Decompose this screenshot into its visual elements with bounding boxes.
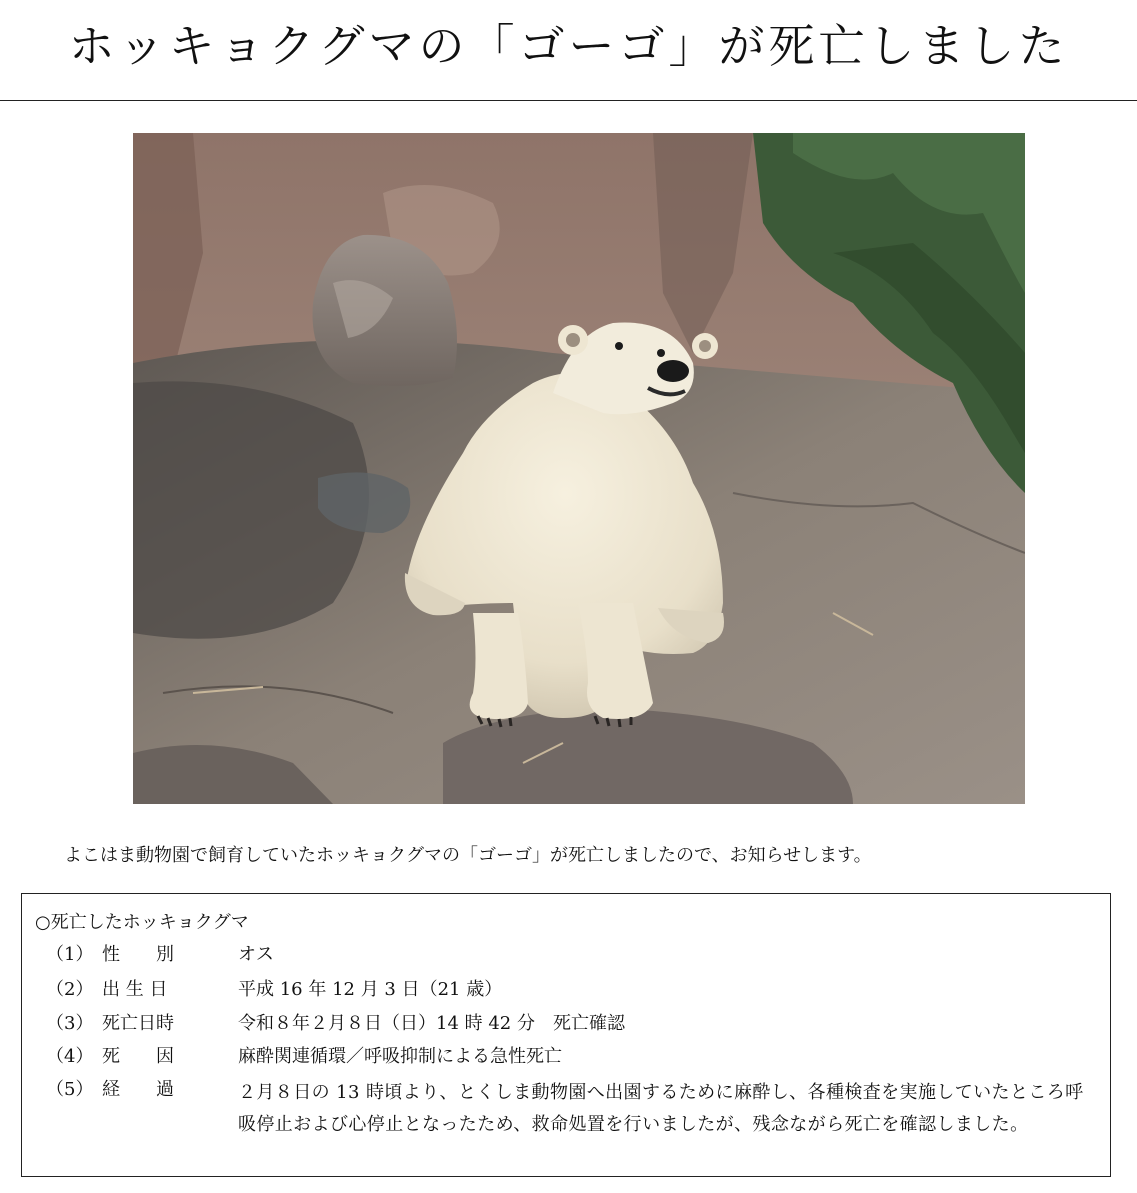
row-number: （4）: [46, 1046, 94, 1067]
row-number: （1）: [46, 944, 94, 965]
page-title: ホッキョクグマの「ゴーゴ」が死亡しました: [68, 19, 1069, 73]
info-row-sex: [46, 942, 274, 968]
intro-text: よこはま動物園で飼育していたホッキョクグマの「ゴーゴ」が死亡しましたので、お知らせします。: [64, 845, 872, 866]
info-box: [21, 893, 1111, 1177]
polar-bear-photo: [133, 133, 1025, 804]
info-row-birthdate: [46, 977, 502, 1003]
info-row-progress: [46, 1077, 238, 1103]
row-number: （2）: [46, 979, 94, 1000]
row-value: 令和８年２月８日（日）14 時 42 分 死亡確認: [238, 1013, 625, 1034]
row-label: 死 因: [102, 1046, 174, 1067]
row-value: 麻酔関連循環／呼吸抑制による急性死亡: [238, 1046, 562, 1067]
row-label: 死亡日時: [102, 1013, 174, 1034]
row-label: 性 別: [102, 944, 174, 965]
info-row-cause: [46, 1044, 562, 1070]
row-value-progress: ２月８日の 13 時頃より、とくしま動物園へ出園するために麻酔し、各種検査を実施していたところ呼吸停止および心停止となったため、救命処置を行いましたが、残念ながら死亡を確認しました。: [238, 1082, 1084, 1135]
row-value: 平成 16 年 12 月 3 日（21 歳）: [238, 979, 503, 1000]
title-divider: [0, 100, 1137, 101]
row-number: （3）: [46, 1013, 94, 1034]
row-number: （5）: [46, 1079, 94, 1100]
row-label: 経 過: [102, 1079, 174, 1100]
row-label: 出 生 日: [102, 979, 168, 1000]
info-heading: ○死亡したホッキョクグマ: [35, 912, 249, 933]
info-row-death-datetime: [46, 1011, 625, 1037]
row-value: オス: [238, 944, 274, 965]
